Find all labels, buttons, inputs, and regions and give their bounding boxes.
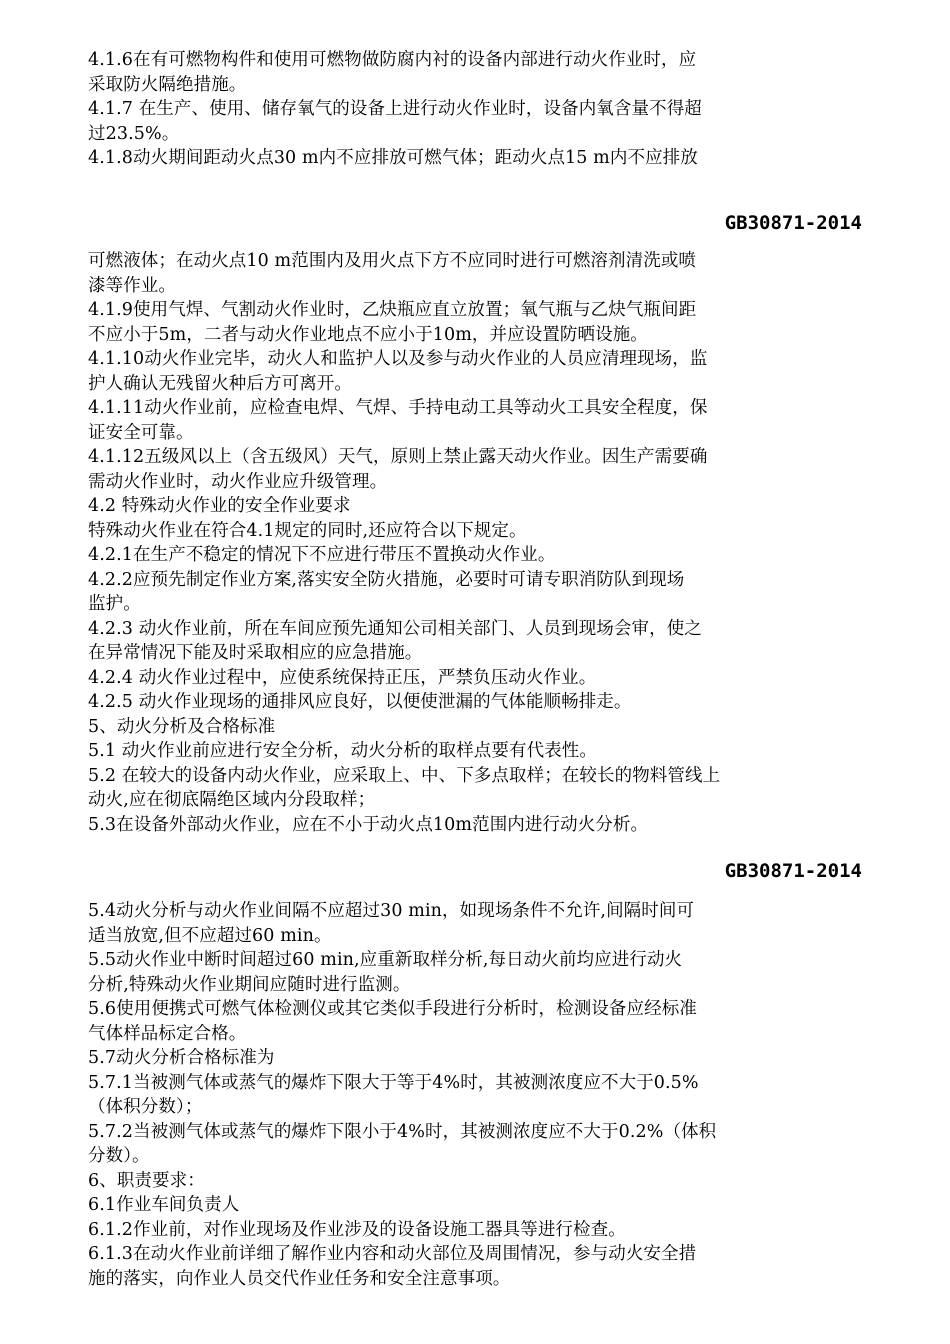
text-line: 4.2.3 动火作业前，所在车间应预先通知公司相关部门、人员到现场会审，使之 [88,618,702,639]
text-line: 5.5动火作业中断时间超过60 min,应重新取样分析,每日动火前均应进行动火 [88,950,683,970]
section-heading: 4.2 特殊动火作业的安全作业要求 [88,496,351,516]
text-line: 4.1.9使用气焊、气割动火作业时，乙炔瓶应直立放置；氧气瓶与乙炔气瓶间距 [88,300,697,320]
text-line: 6.1作业车间负责人 [88,1195,240,1215]
section-heading: 6、职责要求： [88,1170,205,1191]
text-line: 4.2.4 动火作业过程中，应使系统保持正压，严禁负压动火作业。 [88,667,597,688]
text-line: 5.2 在较大的设备内动火作业，应采取上、中、下多点取样；在较长的物料管线上 [88,765,721,786]
text-line: 分析,特殊动火作业期间应随时进行监测。 [88,974,411,995]
text-line: 4.2.1在生产不稳定的情况下不应进行带压不置换动火作业。 [88,545,556,565]
text-line: 6.1.3在动火作业前详细了解作业内容和动火部位及周围情况，参与动火安全措 [88,1244,697,1264]
text-line: 可燃液体；在动火点10 m范围内及用火点下方不应同时进行可燃溶剂清洗或喷 [88,251,697,271]
text-line: 分数）。 [88,1146,150,1166]
text-line: 特殊动火作业在符合4.1规定的同时,还应符合以下规定。 [88,520,527,541]
text-line: 监护。 [88,594,141,614]
text-line: （体积分数）； [88,1097,203,1117]
text-line: 在异常情况下能及时采取相应的应急措施。 [88,643,423,663]
text-line: 5.6使用便携式可燃气体检测仪或其它类似手段进行分析时，检测设备应经标准 [88,999,697,1019]
standard-code-header: GB30871-2014 [724,860,862,882]
text-line: 4.1.12五级风以上（含五级风）天气，原则上禁止露天动火作业。因生产需要确 [88,447,708,467]
text-line: 漆等作业。 [88,275,176,296]
text-line: 采取防火隔绝措施。 [88,74,247,95]
text-line: 4.2.5 动火作业现场的通排风应良好，以便使泄漏的气体能顺畅排走。 [88,692,632,712]
text-line: 气体样品标定合格。 [88,1023,247,1044]
text-line: 4.2.2应预先制定作业方案,落实安全防火措施，必要时可请专职消防队到现场 [88,569,685,590]
text-line: 5.1 动火作业前应进行安全分析，动火分析的取样点要有代表性。 [88,741,597,761]
text-line: 施的落实，向作业人员交代作业任务和安全注意事项。 [88,1268,511,1289]
text-line: 5.7.1当被测气体或蒸气的爆炸下限大于等于4%时，其被测浓度应不大于0.5% [88,1072,699,1093]
text-line: 不应小于5m，二者与动火作业地点不应小于10m，并应设置防晒设施。 [88,324,648,345]
text-line: 需动火作业时，动火作业应升级管理。 [88,471,388,492]
text-line: 4.1.11动火作业前，应检查电焊、气焊、手持电动工具等动火工具安全程度，保 [88,398,708,418]
text-line: 5.4动火分析与动火作业间隔不应超过30 min，如现场条件不允许,间隔时间可 [88,901,695,921]
text-line: 5.3在设备外部动火作业，应在不小于动火点10m范围内进行动火分析。 [88,814,649,835]
text-line: 4.1.8动火期间距动火点30 m内不应排放可燃气体；距动火点15 m内不应排放 [88,148,698,168]
text-line: 5.7.2当被测气体或蒸气的爆炸下限小于4%时，其被测浓度应不大于0.2%（体积 [88,1121,717,1142]
text-line: 4.1.10动火作业完毕，动火人和监护人以及参与动火作业的人员应清理现场，监 [88,349,708,369]
text-block-2 [88,249,863,837]
text-block-1 [88,48,863,171]
text-line: 护人确认无残留火种后方可离开。 [88,373,352,394]
text-line: 5.7动火分析合格标准为 [88,1048,275,1068]
text-line: 适当放宽,但不应超过60 min。 [88,925,332,946]
section-heading: 5、动火分析及合格标准 [88,716,276,737]
text-line: 4.1.7 在生产、使用、储存氧气的设备上进行动火作业时，设备内氧含量不得超 [88,99,702,119]
text-line: 6.1.2作业前，对作业现场及作业涉及的设备设施工器具等进行检查。 [88,1219,626,1240]
text-line: 证安全可靠。 [88,422,194,443]
text-line: 动火,应在彻底隔绝区域内分段取样； [88,790,376,810]
text-line: 4.1.6在有可燃物构件和使用可燃物做防腐内衬的设备内部进行动火作业时，应 [88,50,697,70]
text-line: 过23.5%。 [88,123,180,144]
standard-code-header: GB30871-2014 [724,212,862,234]
text-block-3 [88,899,863,1291]
